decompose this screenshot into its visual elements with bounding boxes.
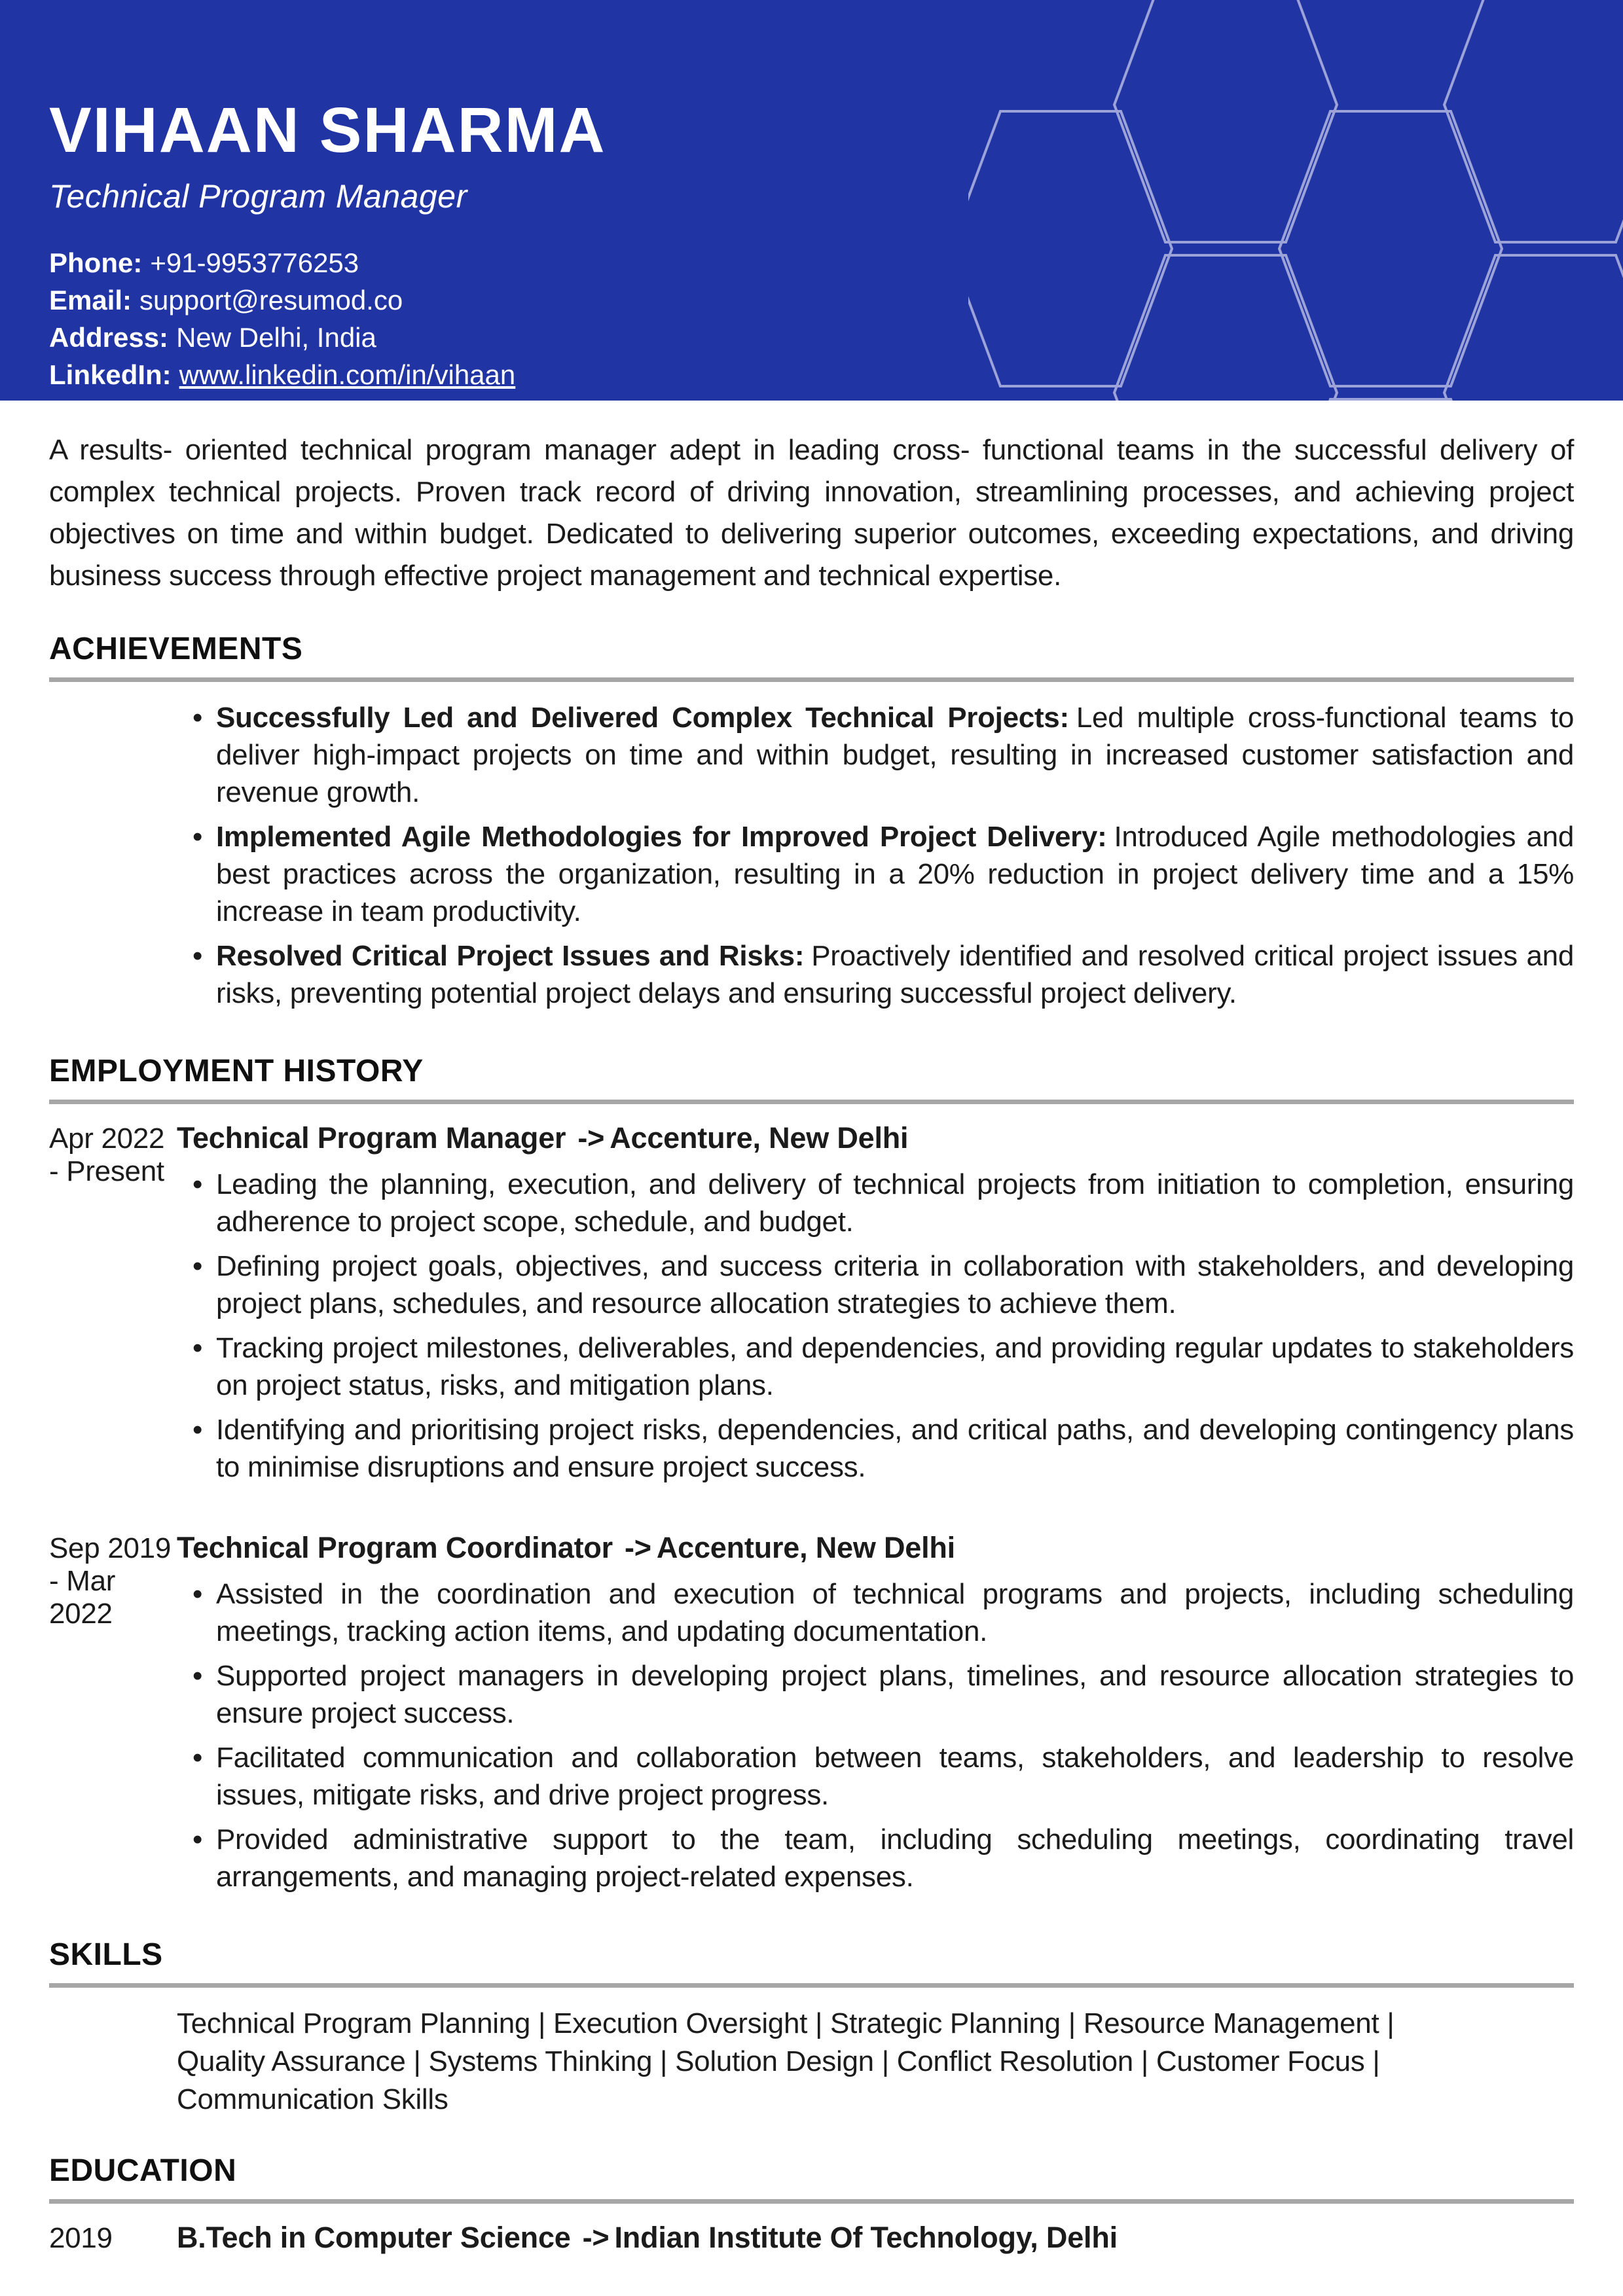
achievement-text: Introduced Agile methodologies and best practices across the organization, resulting in a 20% reduction in project delivery time and a 15% increase in team productivity. (216, 821, 1574, 927)
job-2-company: Accenture, New Delhi (656, 1531, 955, 1564)
contact-address (49, 319, 1623, 356)
achievement-lead: Successfully Led and Delivered Complex Technical Projects: (216, 702, 1069, 734)
job-bullet: • Leading the planning, execution, and delivery of technical projects from initiation to completion, ensuring adherence to project scope, schedule, and budget. (177, 1166, 1574, 1240)
achievement-text: Led multiple cross-functional teams to deliver high-impact projects on time and within budget, resulting in increased customer satisfaction and revenue growth. (216, 702, 1574, 808)
section-divider (49, 1100, 1574, 1104)
job-bullet: • Facilitated communication and collaboration between teams, stakeholders, and leadership to resolve issues, mitigate risks, and drive project progress. (177, 1739, 1574, 1814)
resume-body (0, 429, 1623, 2255)
education-year: 2019 (49, 2222, 113, 2254)
education-school: Indian Institute Of Technology, Delhi (614, 2221, 1118, 2254)
contact-info (49, 244, 1623, 393)
skills-row (49, 2005, 1574, 2119)
job-entry-2 (49, 1531, 1574, 1903)
contact-email (49, 281, 1623, 319)
section-divider (49, 2199, 1574, 2204)
job-2-dates: Sep 2019 - Mar 2022 (49, 1532, 171, 1630)
job-bullet: • Provided administrative support to the team, including scheduling meetings, coordinating travel arrangements, and managing project-related expenses. (177, 1821, 1574, 1895)
job-2-role-line (177, 1531, 1574, 1565)
linkedin-link[interactable]: www.linkedin.com/in/vihaan (179, 359, 516, 390)
job-1-role-line (177, 1121, 1574, 1155)
achievements-content (177, 699, 1574, 1019)
achievement-item (177, 699, 1574, 811)
job-1-role: Technical Program Manager (177, 1121, 566, 1155)
job-entry-1 (49, 1121, 1574, 1493)
achievement-item (177, 937, 1574, 1012)
job-bullet: • Tracking project milestones, deliverables, and dependencies, and providing regular updates to stakeholders on project status, risks, and mitigation plans. (177, 1329, 1574, 1404)
phone-label: Phone: (49, 247, 143, 278)
job-1-bullets (177, 1166, 1574, 1486)
employment-heading: EMPLOYMENT HISTORY (49, 1054, 424, 1088)
achievements-heading: ACHIEVEMENTS (49, 632, 303, 666)
education-degree-line (177, 2221, 1574, 2255)
job-bullet: • Supported project managers in developing project plans, timelines, and resource allocation strategies to ensure project success. (177, 1657, 1574, 1732)
profile-summary: A results- oriented technical program manager adept in leading cross- functional teams in the successful delivery of complex technical projects. Proven track record of driving innovation, streamlining processes, and achieving project objectives on time and within budget. Dedicated to delivering superior outcomes, exceeding expectations, and driving business success through effective project management and technical expertise. (49, 434, 1574, 592)
phone-value: +91-9953776253 (150, 247, 359, 278)
education-heading: EDUCATION (49, 2153, 237, 2188)
address-label: Address: (49, 321, 169, 353)
skills-list-text: Technical Program Planning | Execution Oversight | Strategic Planning | Resource Management | Quality Assurance | Systems Thinking | Solution Design | Conflict Resolution | Customer Focus | Communication Skills (177, 2007, 1395, 2115)
candidate-title: Technical Program Manager (49, 177, 467, 215)
education-degree: B.Tech in Computer Science (177, 2221, 571, 2254)
arrow-separator: -> (582, 2221, 610, 2254)
linkedin-label: LinkedIn: (49, 359, 172, 390)
achievement-lead: Resolved Critical Project Issues and Risks: (216, 940, 805, 972)
achievements-row (49, 699, 1574, 1019)
job-bullet: • Defining project goals, objectives, and success criteria in collaboration with stakeholders, and developing project plans, schedules, and resource allocation strategies to achieve them. (177, 1247, 1574, 1322)
job-bullet: • Assisted in the coordination and execution of technical programs and projects, including scheduling meetings, tracking action items, and updating documentation. (177, 1575, 1574, 1650)
address-value: New Delhi, India (176, 321, 376, 353)
email-label: Email: (49, 284, 132, 315)
job-1-company: Accenture, New Delhi (610, 1121, 909, 1155)
candidate-name: VIHAAN SHARMA (49, 94, 606, 166)
contact-linkedin (49, 356, 1623, 393)
skills-label-spacer (49, 2005, 177, 2119)
section-divider (49, 677, 1574, 682)
job-bullet: • Identifying and prioritising project risks, dependencies, and critical paths, and developing contingency plans to minimise disruptions and ensure project success. (177, 1411, 1574, 1486)
contact-phone (49, 244, 1623, 281)
achievement-text: Proactively identified and resolved critical project issues and risks, preventing potential project delays and ensuring successful project delivery. (216, 940, 1574, 1009)
header-banner (0, 0, 1623, 401)
achievement-item (177, 818, 1574, 930)
job-1-dates: Apr 2022 - Present (49, 1122, 165, 1187)
education-content (177, 2221, 1574, 2255)
skills-heading: SKILLS (49, 1937, 163, 1972)
arrow-separator: -> (624, 1531, 651, 1564)
education-row (49, 2221, 1574, 2255)
section-divider (49, 1983, 1574, 1988)
job-2-content (177, 1531, 1574, 1903)
achievements-list (177, 699, 1574, 1012)
job-1-content (177, 1121, 1574, 1493)
job-2-bullets (177, 1575, 1574, 1895)
email-value: support@resumod.co (139, 284, 403, 315)
job-2-role: Technical Program Coordinator (177, 1531, 613, 1564)
arrow-separator: -> (577, 1121, 605, 1155)
achievement-lead: Implemented Agile Methodologies for Improved Project Delivery: (216, 821, 1107, 853)
skills-content (177, 2005, 1574, 2119)
achievements-label-spacer (49, 699, 177, 1019)
